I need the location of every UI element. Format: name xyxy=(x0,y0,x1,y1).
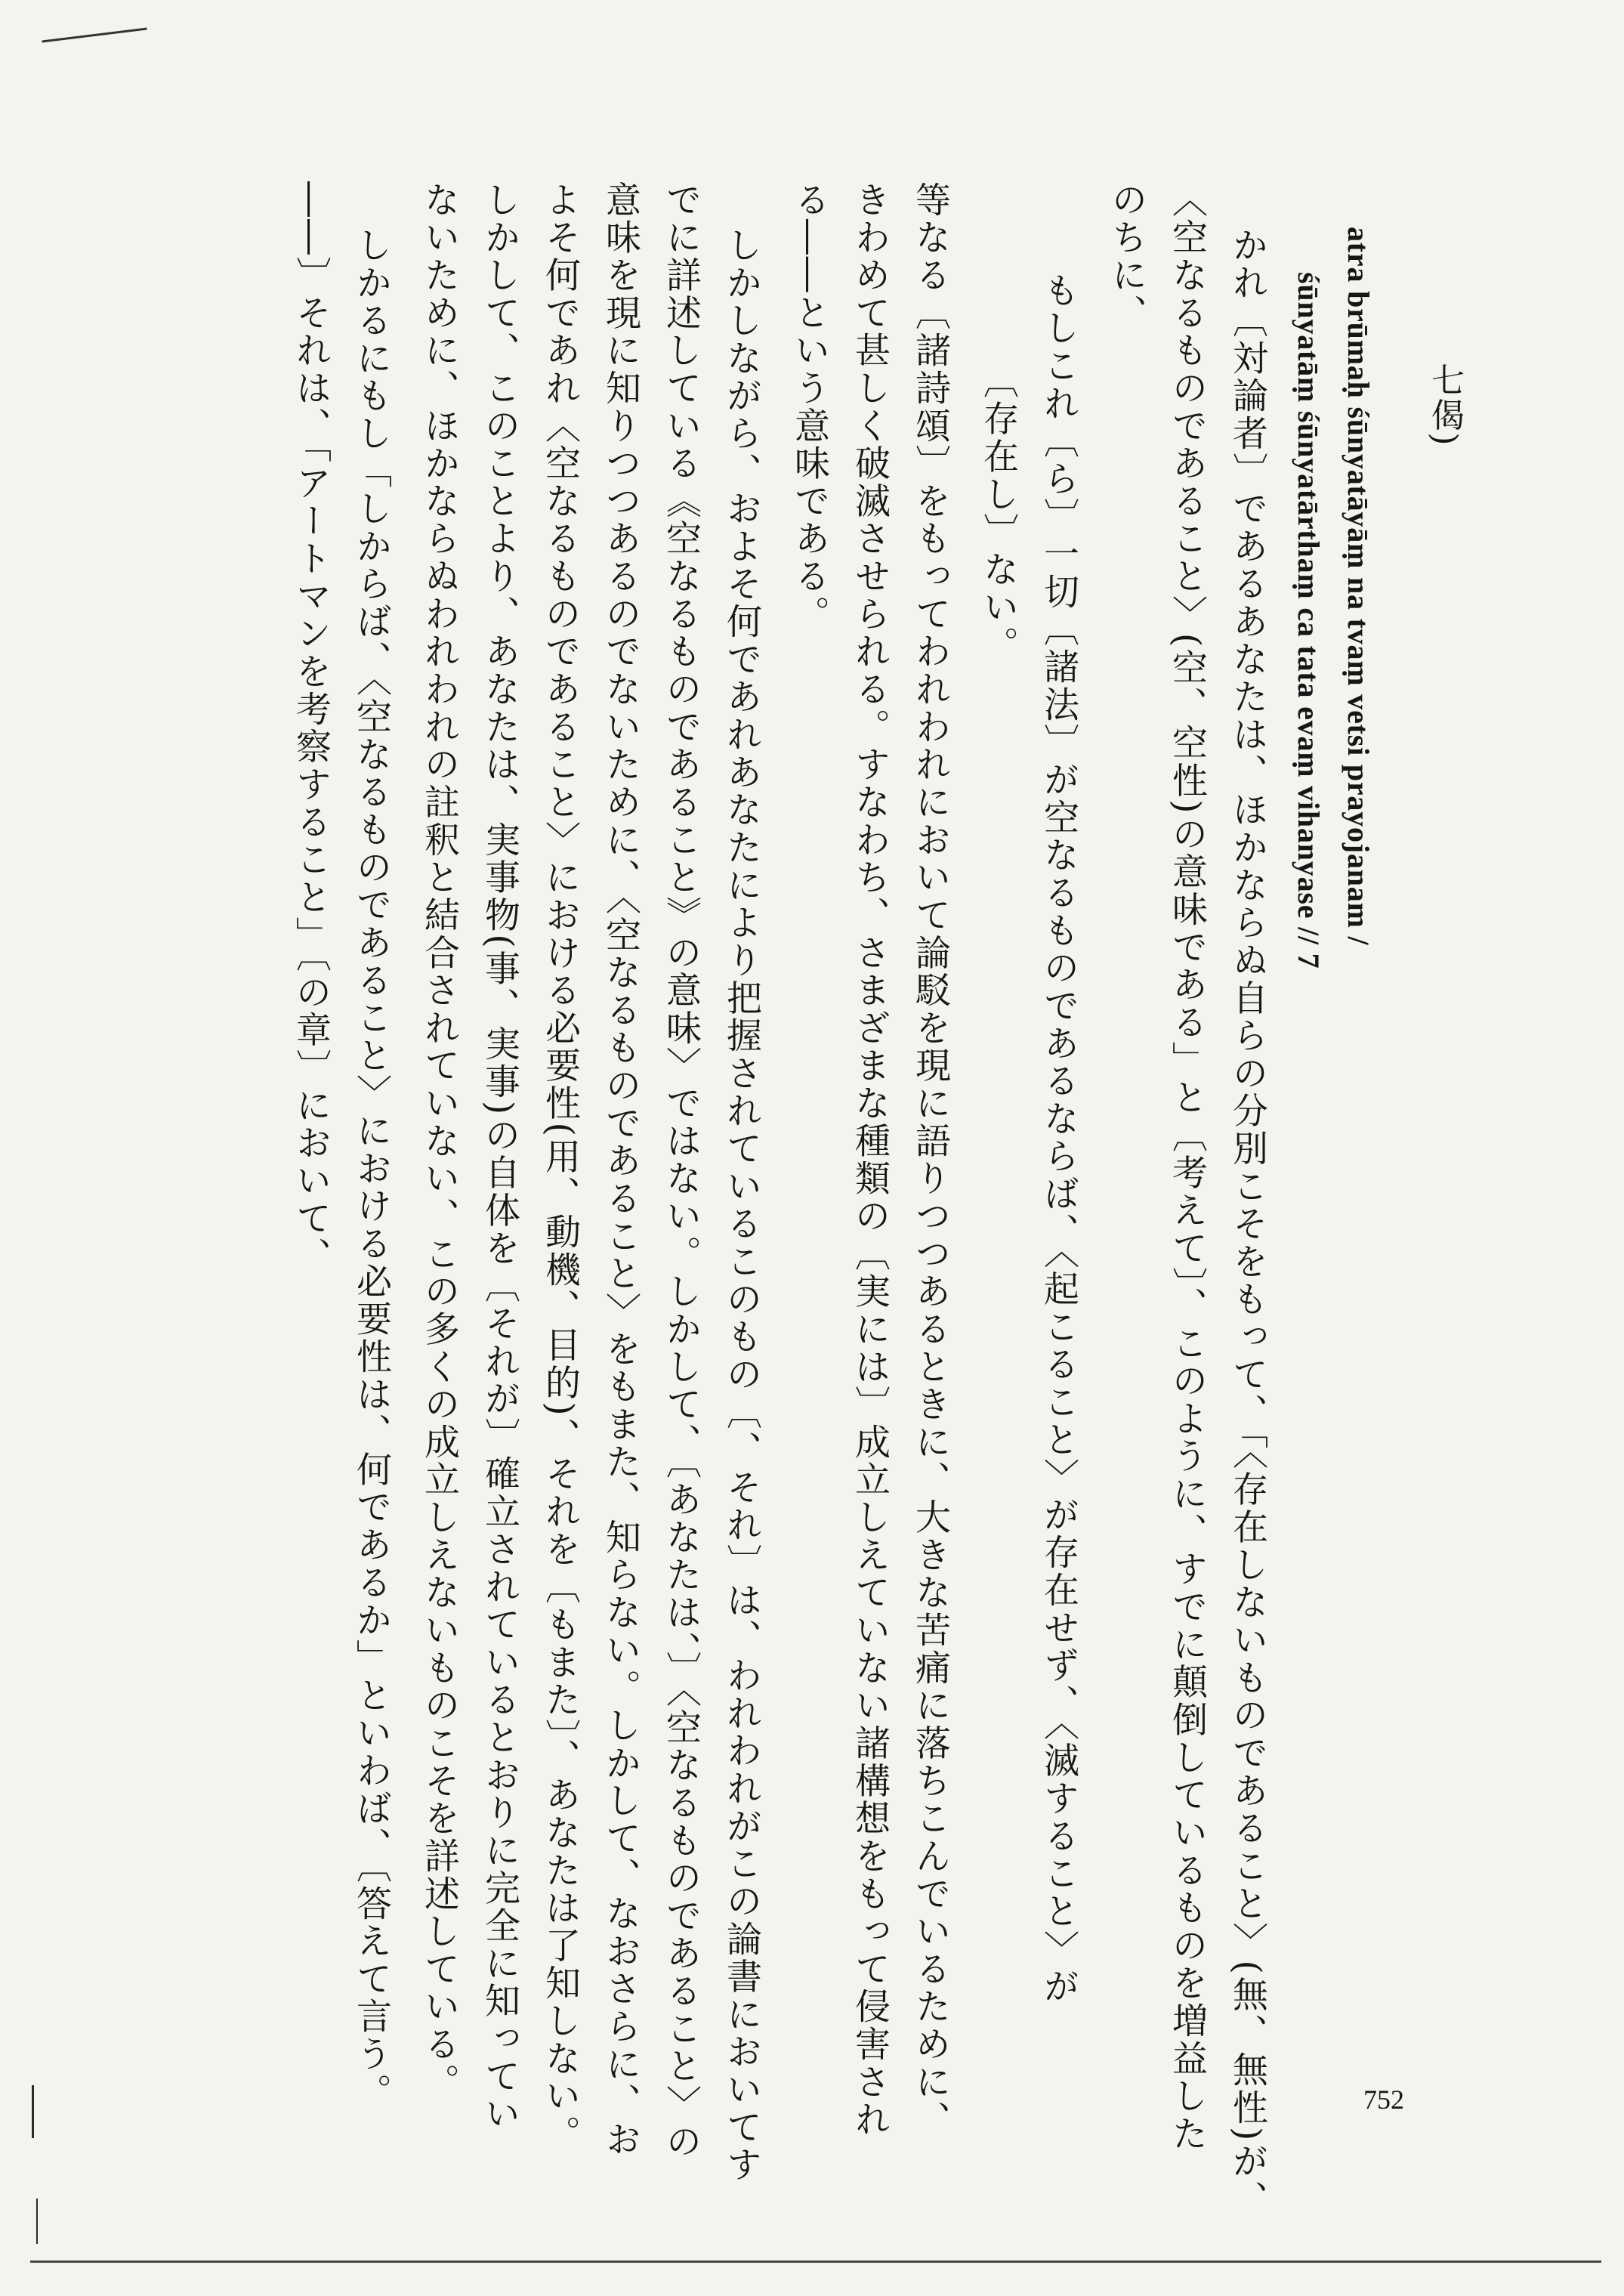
text-column: る――という意味である。 xyxy=(789,181,830,633)
text-column: 〈空なるものであること〉(空、空性)の意味である」と〔考えて〕、このように、すでに顛倒しているものを増益した xyxy=(1166,181,1208,2153)
text-column: よそ何であれ〈空なるものであること〉における必要性(用、動機、目的)、それを〔もまた〕、あなたは了知しない。 xyxy=(539,181,581,2153)
text-column: 〔存在し〕ない。 xyxy=(977,363,1019,664)
text-column: もしこれ〔ら〕一切〔諸法〕が空なるものであるならば、〈起こること〉が存在せず、〈滅すること〉が xyxy=(1038,272,1079,2006)
running-header: 七偈) xyxy=(1425,363,1464,447)
verse-line-1: atra brūmaḥ śūnyatāyāṃ na tvaṃ vetsi prayojanam / xyxy=(1341,227,1375,946)
text-column: ないために、ほかならぬわれわれの註釈と結合されていない、この多くの成立しえないものこそを詳述している。 xyxy=(418,181,460,2101)
verse-line-2: śūnyatāṃ śūnyatārthaṃ ca tata evaṃ vihanyase // 7 xyxy=(1292,272,1326,969)
text-column: 等なる〔諸詩頌〕をもってわれわれにおいて論駁を現に語りつつあるときに、大きな苦痛に落ちこんでいるために、 xyxy=(909,181,951,2139)
text-column: しかしながら、およそ何であれあなたにより把握されているこのもの〔、それ〕は、われわれがこの論書においてす xyxy=(721,227,762,2184)
text-column: のちに、 xyxy=(1106,181,1147,332)
scratch-mark xyxy=(42,27,147,42)
text-column: しかるにもし「しからば、〈空なるものであること〉における必要性は、何であるか」といわば、〔答えて言う。 xyxy=(350,227,392,2111)
scan-mark xyxy=(32,2085,34,2138)
text-column: でに詳述している《空なるものであること》の意味〉ではない。しかして、〔あなたは、〕〈空なるものであること〉の xyxy=(660,181,702,2161)
text-column: しかして、このことより、あなたは、実事物(事、実事)の自体を〔それが〕確立されているとおりに完全に知ってい xyxy=(479,181,520,2134)
scan-edge-line xyxy=(30,2260,1601,2263)
text-column: かれ〔対論者〕であるあなたは、ほかならぬ自らの分別こそをもって、「〈存在しないものであること〉(無、無性)が、 xyxy=(1227,227,1268,2218)
text-column: ――〕それは、「アートマンを考察すること」〔の章〕において、 xyxy=(290,181,332,1275)
page-number: 752 xyxy=(1363,2084,1404,2115)
text-column: きわめて甚しく破滅させられる。すなわち、さまざまな種類の〔実には〕成立しえていない諸構想をもって侵害され xyxy=(849,181,891,2139)
scan-mark xyxy=(36,2199,38,2244)
text-column: 意味を現に知りつつあるのでないために、〈空なるものであること〉をもまた、知らない。しかして、なおさらに、お xyxy=(600,181,641,2158)
